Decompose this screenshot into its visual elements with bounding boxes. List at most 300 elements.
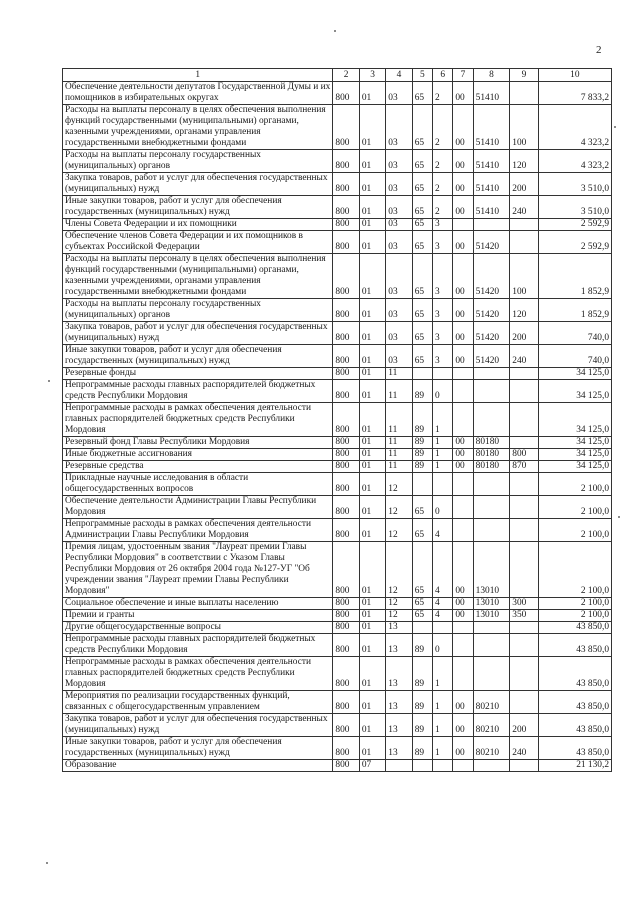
row-name-cell: Резервный фонд Главы Республики Мордовия (63, 437, 333, 449)
row-name-cell: Обеспечение деятельности Администрации Главы Республики Мордовия (63, 496, 333, 519)
code-cell: 2 (433, 196, 453, 219)
code-cell (412, 368, 432, 380)
code-cell: 89 (412, 437, 432, 449)
code-cell: 65 (412, 196, 432, 219)
code-cell: 03 (386, 196, 412, 219)
amount-cell: 2 100,0 (538, 519, 611, 542)
code-cell: 51420 (473, 345, 510, 368)
code-cell: 2 (433, 173, 453, 196)
code-cell: 3 (433, 231, 453, 254)
amount-cell: 740,0 (538, 322, 611, 345)
code-cell (510, 219, 538, 231)
code-cell: 11 (386, 449, 412, 461)
code-cell (453, 403, 473, 437)
code-cell: 00 (453, 449, 473, 461)
amount-cell: 7 833,2 (538, 82, 611, 105)
column-header: 4 (386, 69, 412, 82)
code-cell (510, 368, 538, 380)
code-cell: 00 (453, 105, 473, 150)
code-cell: 2 (433, 82, 453, 105)
code-cell: 51410 (473, 173, 510, 196)
code-cell: 89 (412, 461, 432, 473)
table-row (63, 691, 612, 714)
code-cell: 89 (412, 657, 432, 691)
code-cell: 13010 (473, 610, 510, 622)
code-cell (510, 691, 538, 714)
code-cell: 4 (433, 542, 453, 598)
code-cell: 11 (386, 437, 412, 449)
table-row (63, 610, 612, 622)
code-cell: 03 (386, 254, 412, 299)
code-cell: 800 (333, 173, 359, 196)
code-cell (412, 473, 432, 496)
code-cell: 01 (359, 299, 385, 322)
code-cell: 800 (333, 598, 359, 610)
row-name-cell: Мероприятия по реализации государственных функций, связанных с общегосударственным управлением (63, 691, 333, 714)
table-row (63, 368, 612, 380)
code-cell: 00 (453, 437, 473, 449)
row-name-cell: Иные закупки товаров, работ и услуг для обеспечения государственных (муниципальных) нужд (63, 196, 333, 219)
code-cell: 800 (333, 380, 359, 403)
code-cell: 800 (333, 105, 359, 150)
code-cell: 03 (386, 173, 412, 196)
code-cell (473, 380, 510, 403)
code-cell: 800 (333, 82, 359, 105)
code-cell: 01 (359, 519, 385, 542)
table-row (63, 760, 612, 772)
row-name-cell: Расходы на выплаты персоналу в целях обеспечения выполнения функций государственными (муниципальными) органами, казенными учреждениями, органами управления государственными внебюджетными фондами (63, 105, 333, 150)
code-cell: 01 (359, 542, 385, 598)
table-row (63, 737, 612, 760)
row-name-cell: Другие общегосударственные вопросы (63, 622, 333, 634)
scan-speck (334, 30, 336, 32)
table-row (63, 449, 612, 461)
table-row (63, 196, 612, 219)
table-row (63, 380, 612, 403)
code-cell: 800 (333, 403, 359, 437)
code-cell: 65 (412, 254, 432, 299)
code-cell: 03 (386, 219, 412, 231)
row-name-cell: Непрограммные расходы в рамках обеспечения деятельности Администрации Главы Республики Мордовия (63, 519, 333, 542)
table-row (63, 473, 612, 496)
row-name-cell: Иные закупки товаров, работ и услуг для обеспечения государственных (муниципальных) нужд (63, 737, 333, 760)
code-cell: 03 (386, 105, 412, 150)
table-row (63, 150, 612, 173)
code-cell: 89 (412, 449, 432, 461)
code-cell: 800 (333, 299, 359, 322)
code-cell (433, 622, 453, 634)
code-cell: 13 (386, 622, 412, 634)
code-cell: 0 (433, 496, 453, 519)
code-cell: 1 (433, 737, 453, 760)
code-cell: 13 (386, 691, 412, 714)
code-cell: 800 (333, 714, 359, 737)
code-cell: 350 (510, 610, 538, 622)
code-cell (510, 657, 538, 691)
amount-cell: 34 125,0 (538, 461, 611, 473)
code-cell: 03 (386, 231, 412, 254)
row-name-cell: Иные бюджетные ассигнования (63, 449, 333, 461)
column-header: 5 (412, 69, 432, 82)
code-cell (473, 657, 510, 691)
code-cell: 01 (359, 634, 385, 657)
code-cell: 65 (412, 219, 432, 231)
code-cell: 00 (453, 691, 473, 714)
code-cell: 65 (412, 598, 432, 610)
code-cell: 01 (359, 380, 385, 403)
table-row (63, 322, 612, 345)
amount-cell: 34 125,0 (538, 380, 611, 403)
code-cell: 03 (386, 322, 412, 345)
code-cell: 01 (359, 345, 385, 368)
amount-cell: 1 852,9 (538, 299, 611, 322)
code-cell: 65 (412, 345, 432, 368)
table-row (63, 657, 612, 691)
code-cell: 800 (333, 368, 359, 380)
amount-cell: 3 510,0 (538, 173, 611, 196)
row-name-cell: Непрограммные расходы главных распорядителей бюджетных средств Республики Мордовия (63, 634, 333, 657)
code-cell: 65 (412, 231, 432, 254)
code-cell: 00 (453, 714, 473, 737)
column-header: 8 (473, 69, 510, 82)
table-row (63, 622, 612, 634)
code-cell: 2 (433, 105, 453, 150)
table-row (63, 82, 612, 105)
code-cell (433, 473, 453, 496)
code-cell: 11 (386, 461, 412, 473)
column-header: 6 (433, 69, 453, 82)
amount-cell: 34 125,0 (538, 449, 611, 461)
code-cell (473, 368, 510, 380)
amount-cell: 43 850,0 (538, 634, 611, 657)
amount-cell: 43 850,0 (538, 691, 611, 714)
code-cell: 03 (386, 82, 412, 105)
table-row (63, 519, 612, 542)
row-name-cell: Образование (63, 760, 333, 772)
code-cell: 1 (433, 403, 453, 437)
code-cell: 800 (333, 449, 359, 461)
code-cell: 51410 (473, 150, 510, 173)
code-cell (510, 496, 538, 519)
code-cell: 1 (433, 437, 453, 449)
code-cell: 1 (433, 691, 453, 714)
code-cell: 870 (510, 461, 538, 473)
code-cell (510, 437, 538, 449)
code-cell: 1 (433, 449, 453, 461)
code-cell (453, 760, 473, 772)
code-cell (453, 219, 473, 231)
scan-speck (48, 380, 50, 382)
code-cell (510, 403, 538, 437)
table-row (63, 403, 612, 437)
amount-cell: 2 592,9 (538, 219, 611, 231)
scan-speck (46, 862, 48, 864)
code-cell: 3 (433, 299, 453, 322)
table-row (63, 598, 612, 610)
code-cell: 01 (359, 173, 385, 196)
row-name-cell: Социальное обеспечение и иные выплаты населению (63, 598, 333, 610)
row-name-cell: Премия лицам, удостоенным звания "Лауреат премии Главы Республики Мордовия" в соответствии с Указом Главы Республики Мордовия от 26 октября 2004 года №127-УГ "Об учреждении звания "Лауреат премии Главы Республики Мордовия" (63, 542, 333, 598)
code-cell: 800 (333, 150, 359, 173)
code-cell: 200 (510, 714, 538, 737)
code-cell: 89 (412, 634, 432, 657)
code-cell: 00 (453, 150, 473, 173)
code-cell: 01 (359, 403, 385, 437)
code-cell (473, 473, 510, 496)
code-cell: 01 (359, 437, 385, 449)
code-cell (453, 622, 473, 634)
code-cell: 800 (333, 196, 359, 219)
code-cell: 3 (433, 345, 453, 368)
code-cell: 80180 (473, 449, 510, 461)
code-cell: 800 (333, 519, 359, 542)
code-cell: 13 (386, 714, 412, 737)
code-cell (453, 519, 473, 542)
code-cell: 51410 (473, 82, 510, 105)
code-cell: 01 (359, 598, 385, 610)
code-cell: 12 (386, 542, 412, 598)
row-name-cell: Иные закупки товаров, работ и услуг для обеспечения государственных (муниципальных) нужд (63, 345, 333, 368)
code-cell (473, 622, 510, 634)
code-cell: 51420 (473, 231, 510, 254)
code-cell: 800 (333, 473, 359, 496)
code-cell: 01 (359, 254, 385, 299)
code-cell: 01 (359, 622, 385, 634)
code-cell: 13010 (473, 542, 510, 598)
code-cell: 1 (433, 714, 453, 737)
code-cell: 800 (510, 449, 538, 461)
code-cell: 12 (386, 598, 412, 610)
table-row (63, 231, 612, 254)
code-cell: 00 (453, 610, 473, 622)
code-cell (510, 542, 538, 598)
code-cell: 65 (412, 322, 432, 345)
amount-cell: 43 850,0 (538, 714, 611, 737)
code-cell (510, 760, 538, 772)
code-cell: 01 (359, 691, 385, 714)
table-row (63, 542, 612, 598)
column-header-row (63, 69, 612, 82)
column-header: 2 (333, 69, 359, 82)
amount-cell: 740,0 (538, 345, 611, 368)
code-cell: 89 (412, 403, 432, 437)
code-cell: 65 (412, 610, 432, 622)
code-cell: 80180 (473, 461, 510, 473)
code-cell: 800 (333, 437, 359, 449)
code-cell (386, 760, 412, 772)
code-cell: 00 (453, 737, 473, 760)
code-cell: 00 (453, 461, 473, 473)
code-cell: 01 (359, 219, 385, 231)
code-cell: 240 (510, 345, 538, 368)
code-cell: 3 (433, 254, 453, 299)
code-cell: 13 (386, 657, 412, 691)
code-cell: 800 (333, 737, 359, 760)
code-cell: 03 (386, 150, 412, 173)
code-cell: 01 (359, 610, 385, 622)
code-cell: 00 (453, 82, 473, 105)
code-cell: 01 (359, 496, 385, 519)
page-number: 2 (596, 44, 602, 56)
code-cell (473, 634, 510, 657)
column-header: 1 (63, 69, 333, 82)
code-cell: 01 (359, 657, 385, 691)
code-cell: 800 (333, 691, 359, 714)
code-cell: 100 (510, 105, 538, 150)
code-cell: 800 (333, 254, 359, 299)
row-name-cell: Закупка товаров, работ и услуг для обеспечения государственных (муниципальных) нужд (63, 173, 333, 196)
code-cell: 11 (386, 380, 412, 403)
scan-speck (614, 126, 616, 128)
code-cell: 240 (510, 737, 538, 760)
code-cell: 1 (433, 657, 453, 691)
code-cell (510, 380, 538, 403)
code-cell: 2 (433, 150, 453, 173)
code-cell (433, 760, 453, 772)
row-name-cell: Премии и гранты (63, 610, 333, 622)
code-cell: 03 (386, 299, 412, 322)
code-cell: 01 (359, 714, 385, 737)
code-cell: 800 (333, 322, 359, 345)
row-name-cell: Резервные средства (63, 461, 333, 473)
code-cell: 120 (510, 150, 538, 173)
code-cell: 65 (412, 173, 432, 196)
code-cell (473, 219, 510, 231)
code-cell: 01 (359, 737, 385, 760)
code-cell: 3 (433, 219, 453, 231)
code-cell: 01 (359, 473, 385, 496)
row-name-cell: Обеспечение членов Совета Федерации и их помощников в субъектах Российской Федерации (63, 231, 333, 254)
code-cell: 00 (453, 254, 473, 299)
code-cell: 11 (386, 368, 412, 380)
code-cell: 51410 (473, 105, 510, 150)
code-cell: 1 (433, 461, 453, 473)
code-cell: 0 (433, 634, 453, 657)
amount-cell: 2 100,0 (538, 473, 611, 496)
row-name-cell: Расходы на выплаты персоналу государственных (муниципальных) органов (63, 150, 333, 173)
column-header: 7 (453, 69, 473, 82)
amount-cell: 4 323,2 (538, 150, 611, 173)
row-name-cell: Прикладные научные исследования в области общегосударственных вопросов (63, 473, 333, 496)
column-header: 10 (538, 69, 611, 82)
amount-cell: 21 130,2 (538, 760, 611, 772)
code-cell: 800 (333, 634, 359, 657)
code-cell: 80210 (473, 737, 510, 760)
code-cell (433, 368, 453, 380)
row-name-cell: Закупка товаров, работ и услуг для обеспечения государственных (муниципальных) нужд (63, 714, 333, 737)
row-name-cell: Закупка товаров, работ и услуг для обеспечения государственных (муниципальных) нужд (63, 322, 333, 345)
column-header: 9 (510, 69, 538, 82)
code-cell (453, 657, 473, 691)
row-name-cell: Расходы на выплаты персоналу государственных (муниципальных) органов (63, 299, 333, 322)
code-cell: 00 (453, 322, 473, 345)
code-cell: 07 (359, 760, 385, 772)
code-cell: 00 (453, 345, 473, 368)
column-header: 3 (359, 69, 385, 82)
code-cell (453, 634, 473, 657)
code-cell: 800 (333, 622, 359, 634)
amount-cell: 2 100,0 (538, 610, 611, 622)
code-cell: 4 (433, 598, 453, 610)
amount-cell: 43 850,0 (538, 737, 611, 760)
code-cell (473, 496, 510, 519)
code-cell (453, 473, 473, 496)
table-row (63, 437, 612, 449)
code-cell (473, 760, 510, 772)
code-cell: 01 (359, 231, 385, 254)
code-cell (412, 622, 432, 634)
amount-cell: 34 125,0 (538, 403, 611, 437)
table-row (63, 714, 612, 737)
code-cell (453, 380, 473, 403)
code-cell: 00 (453, 299, 473, 322)
code-cell (473, 519, 510, 542)
code-cell: 89 (412, 691, 432, 714)
code-cell (510, 622, 538, 634)
code-cell: 01 (359, 368, 385, 380)
code-cell: 120 (510, 299, 538, 322)
code-cell: 12 (386, 519, 412, 542)
code-cell: 65 (412, 299, 432, 322)
table-row (63, 496, 612, 519)
code-cell: 01 (359, 150, 385, 173)
code-cell (510, 473, 538, 496)
code-cell: 51420 (473, 299, 510, 322)
amount-cell: 2 100,0 (538, 598, 611, 610)
code-cell: 13010 (473, 598, 510, 610)
code-cell: 12 (386, 496, 412, 519)
code-cell: 800 (333, 610, 359, 622)
code-cell: 200 (510, 173, 538, 196)
row-name-cell: Члены Совета Федерации и их помощники (63, 219, 333, 231)
code-cell: 01 (359, 196, 385, 219)
amount-cell: 34 125,0 (538, 437, 611, 449)
table-row (63, 219, 612, 231)
code-cell: 800 (333, 760, 359, 772)
amount-cell: 34 125,0 (538, 368, 611, 380)
table-row (63, 345, 612, 368)
code-cell: 300 (510, 598, 538, 610)
code-cell: 89 (412, 380, 432, 403)
code-cell: 800 (333, 219, 359, 231)
code-cell: 800 (333, 542, 359, 598)
code-cell: 89 (412, 737, 432, 760)
code-cell: 01 (359, 461, 385, 473)
code-cell: 0 (433, 380, 453, 403)
code-cell: 800 (333, 345, 359, 368)
table-body (63, 82, 612, 772)
code-cell: 80180 (473, 437, 510, 449)
code-cell: 65 (412, 519, 432, 542)
table-row (63, 254, 612, 299)
amount-cell: 2 592,9 (538, 231, 611, 254)
table-row (63, 105, 612, 150)
row-name-cell: Расходы на выплаты персоналу в целях обеспечения выполнения функций государственными (муниципальными) органами, казенными учреждениями, органами управления государственными внебюджетными фондами (63, 254, 333, 299)
code-cell: 100 (510, 254, 538, 299)
code-cell: 12 (386, 610, 412, 622)
code-cell: 65 (412, 496, 432, 519)
code-cell (412, 760, 432, 772)
code-cell: 01 (359, 449, 385, 461)
code-cell: 80210 (473, 691, 510, 714)
code-cell: 51420 (473, 322, 510, 345)
code-cell: 51420 (473, 254, 510, 299)
amount-cell: 4 323,2 (538, 105, 611, 150)
table-row (63, 634, 612, 657)
code-cell: 200 (510, 322, 538, 345)
code-cell (510, 231, 538, 254)
code-cell: 240 (510, 196, 538, 219)
